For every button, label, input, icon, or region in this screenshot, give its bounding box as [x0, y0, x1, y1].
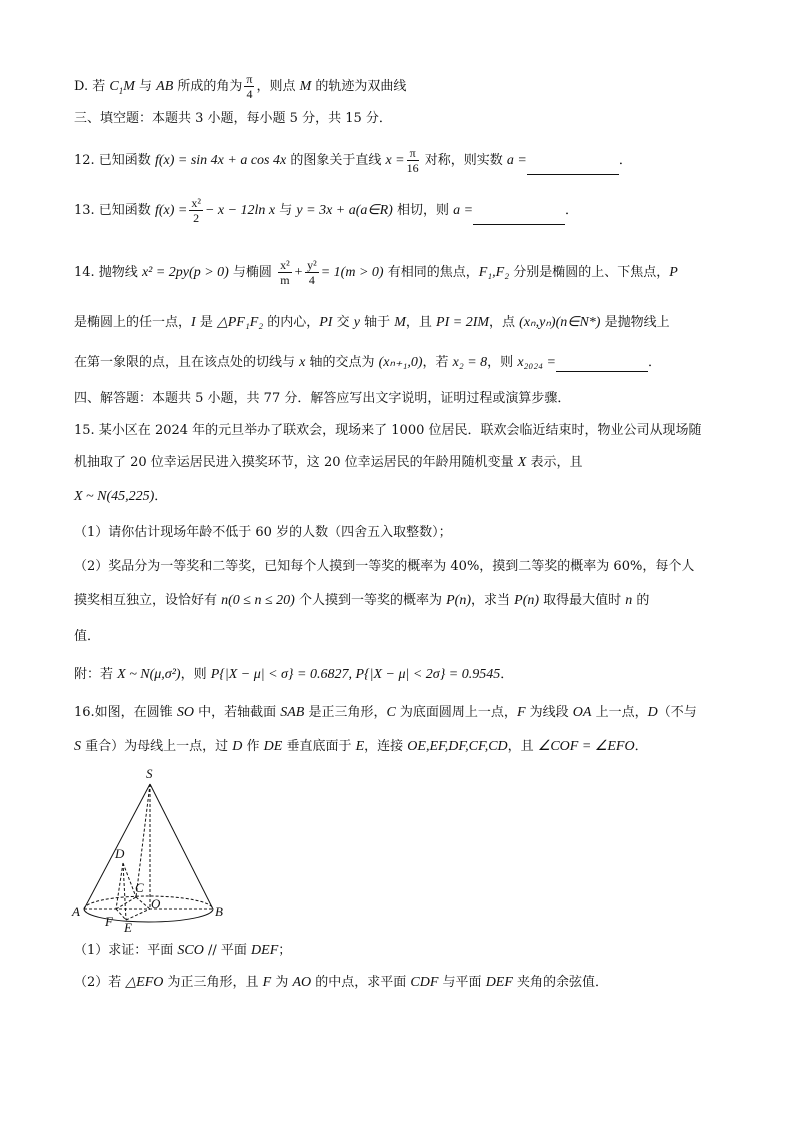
section-3-title: 三、填空题：本题共 3 小题，每小题 5 分，共 15 分．	[74, 111, 392, 126]
question-15-line-1: 15. 某小区在 2024 年的元旦举办了联欢会，现场来了 1000 位居民．联欢会临近结束时，物业公司从现场随	[74, 423, 702, 438]
question-16-part-2: （2）若 △EFO 为正三角形，且 F 为 AO 的中点，求平面 CDF 与平面 DEF 夹角的余弦值．	[74, 975, 609, 990]
cone-figure	[70, 766, 240, 936]
label-f: F	[105, 914, 113, 929]
question-15-part-2-line-1: （2）奖品分为一等奖和二等奖，已知每个人摸到一等奖的概率为 40%，摸到二等奖的概率为 60%，每个人	[74, 559, 695, 574]
label-c: C	[135, 880, 144, 895]
segment-df	[116, 863, 123, 909]
question-16-line-1: 16.如图，在圆锥 SO 中，若轴截面 SAB 是正三角形，C 为底面圆周上一点，F 为线段 OA 上一点，D（不与	[74, 705, 697, 720]
question-15-note: 附：若 X ~ N(μ,σ²)，则 P{|X − μ| < σ} = 0.6827, P{|X − μ| < 2σ} = 0.9545．	[74, 667, 514, 682]
question-15-part-2-line-3: 值．	[74, 629, 101, 644]
option-d-t4: 的轨迹为双曲线	[311, 79, 407, 94]
option-d-m3: M	[299, 79, 312, 94]
q12-fraction: $\frac{\pi}{16}$	[406, 146, 419, 175]
label-d: D	[115, 846, 125, 861]
question-16-part-1: （1）求证：平面 SCO // 平面 DEF；	[74, 943, 292, 958]
q14-fraction-2: $\frac{\text{y²}}{4}$	[307, 258, 317, 287]
label-b: B	[215, 904, 223, 919]
question-14-line-2: 是椭圆上的任一点，I 是 △PF₁F₂ 的内心，PI 交 y 轴于 M，且 PI = 2IM，点 (xₙ,yₙ)(n∈N*) 是抛物线上	[74, 315, 670, 330]
q14-answer-blank	[556, 357, 648, 372]
question-15-line-3: X ~ N(45,225)．	[74, 489, 168, 504]
q14-fraction-1: $\frac{\text{x²}}{m}$	[280, 258, 290, 287]
option-d-fraction: $\frac{\pi}{4}$	[246, 72, 253, 101]
question-13: 13. 已知函数 f(x) = $\frac{\text{x²}}{2}$ − x − 12ln x 与 y = 3x + a(a∈R) 相切，则 a = ．	[74, 196, 579, 225]
option-d-prefix: D. 若	[74, 79, 106, 94]
section-4-title: 四、解答题：本题共 5 小题，共 77 分．解答应写出文字说明，证明过程或演算步骤．	[74, 391, 571, 406]
label-a: A	[72, 904, 80, 919]
label-s: S	[146, 766, 153, 781]
q13-answer-blank	[473, 210, 565, 225]
question-14-line-1: 14. 抛物线 x² = 2py(p > 0) 与椭圆 $\frac{\text{x²}}{m}$ + $\frac{\text{y²}}{4}$ = 1(m > 0) 有相同的焦点，F₁,F₂ 分别是椭圆的上、下焦点，P	[74, 258, 678, 287]
segment-co	[136, 897, 150, 909]
question-15-line-2: 机抽取了 20 位幸运居民进入摸奖环节，这 20 位幸运居民的年龄用随机变量 X 表示，且	[74, 455, 583, 470]
option-d-t1: 与	[134, 79, 157, 94]
question-12: 12. 已知函数 f(x) = sin 4x + a cos 4x 的图象关于直线 x = $\frac{\pi}{16}$ 对称，则实数 a = ．	[74, 146, 632, 175]
option-d	[74, 72, 406, 101]
question-16-line-2: S 重合）为母线上一点，过 D 作 DE 垂直底面于 E，连接 OE,EF,DF,CF,CD，且 ∠COF = ∠EFO．	[74, 739, 648, 754]
segment-oe	[126, 909, 150, 920]
option-d-m2: AB	[156, 79, 174, 94]
base-ellipse-front	[84, 909, 213, 922]
label-o: O	[151, 896, 161, 911]
segment-fe	[116, 909, 126, 920]
question-15-part-2-line-2: 摸奖相互独立，设恰好有 n(0 ≤ n ≤ 20) 个人摸到一等奖的概率为 P(n)，求当 P(n) 取得最大值时 n 的	[74, 593, 650, 608]
segment-de	[123, 863, 126, 920]
question-14-line-3: 在第一象限的点，且在该点处的切线与 x 轴的交点为 (xₙ₊₁,0)，若 x₂ = 8，则 x₂₀₂₄ = ．	[74, 355, 661, 370]
base-ellipse-back	[84, 896, 213, 909]
option-d-t3: ，则点	[256, 79, 300, 94]
q12-answer-blank	[527, 160, 619, 175]
q13-fraction: $\frac{\text{x²}}{2}$	[191, 196, 201, 225]
cone-generatrix-sb	[150, 784, 213, 909]
question-15-part-1: （1）请你估计现场年龄不低于 60 岁的人数（四舍五入取整数）；	[74, 525, 452, 540]
option-d-m1: $C_1M$	[109, 79, 135, 96]
option-d-t2: 所成的角为	[173, 79, 243, 94]
segment-cf	[116, 897, 136, 909]
label-e: E	[124, 920, 132, 935]
